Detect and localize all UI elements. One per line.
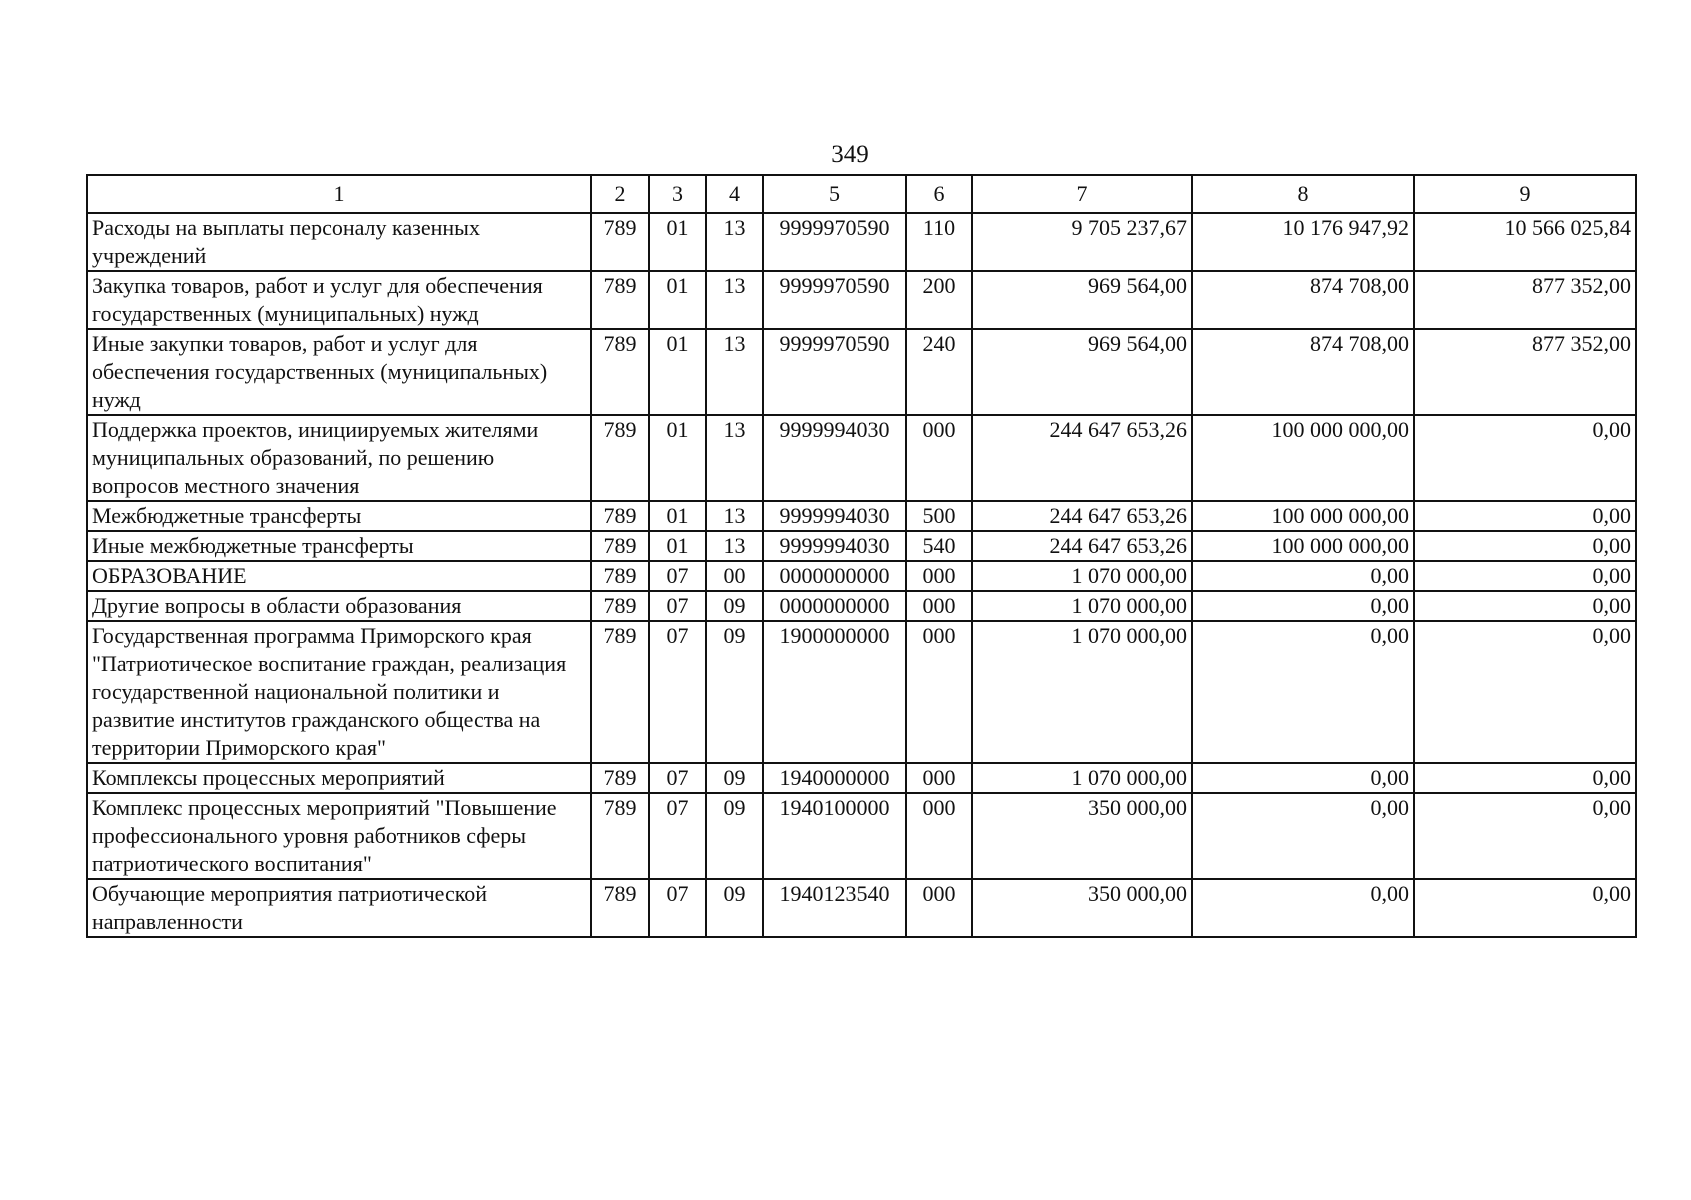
row-col-8: 874 708,00 bbox=[1192, 329, 1414, 415]
row-col-2: 789 bbox=[591, 793, 649, 879]
row-col-9: 0,00 bbox=[1414, 621, 1636, 763]
header-col-9: 9 bbox=[1414, 175, 1636, 213]
row-col-8: 0,00 bbox=[1192, 793, 1414, 879]
row-col-6: 110 bbox=[906, 213, 972, 271]
header-col-2: 2 bbox=[591, 175, 649, 213]
row-col-2: 789 bbox=[591, 415, 649, 501]
row-name: ОБРАЗОВАНИЕ bbox=[87, 561, 591, 591]
row-col-4: 00 bbox=[706, 561, 763, 591]
row-col-2: 789 bbox=[591, 621, 649, 763]
row-name: Межбюджетные трансферты bbox=[87, 501, 591, 531]
row-col-3: 07 bbox=[649, 621, 706, 763]
row-col-3: 01 bbox=[649, 501, 706, 531]
row-col-5: 1900000000 bbox=[763, 621, 906, 763]
header-col-3: 3 bbox=[649, 175, 706, 213]
row-col-6: 240 bbox=[906, 329, 972, 415]
row-col-3: 01 bbox=[649, 213, 706, 271]
header-row bbox=[87, 175, 1636, 213]
row-name: Комплексы процессных мероприятий bbox=[87, 763, 591, 793]
row-col-6: 000 bbox=[906, 763, 972, 793]
row-col-4: 09 bbox=[706, 793, 763, 879]
row-col-5: 1940000000 bbox=[763, 763, 906, 793]
table-row bbox=[87, 561, 1636, 591]
row-name: Другие вопросы в области образования bbox=[87, 591, 591, 621]
row-col-3: 07 bbox=[649, 561, 706, 591]
row-col-9: 10 566 025,84 bbox=[1414, 213, 1636, 271]
table-row bbox=[87, 531, 1636, 561]
table-row bbox=[87, 329, 1636, 415]
row-name: Комплекс процессных мероприятий "Повышение профессионального уровня работников сферы патриотического воспитания" bbox=[87, 793, 591, 879]
row-col-8: 0,00 bbox=[1192, 879, 1414, 937]
row-name: Иные межбюджетные трансферты bbox=[87, 531, 591, 561]
row-col-8: 10 176 947,92 bbox=[1192, 213, 1414, 271]
row-col-5: 9999994030 bbox=[763, 501, 906, 531]
row-col-7: 1 070 000,00 bbox=[972, 591, 1192, 621]
row-col-4: 13 bbox=[706, 271, 763, 329]
row-col-3: 07 bbox=[649, 591, 706, 621]
row-col-6: 540 bbox=[906, 531, 972, 561]
row-col-9: 0,00 bbox=[1414, 531, 1636, 561]
row-col-4: 13 bbox=[706, 501, 763, 531]
row-col-4: 09 bbox=[706, 621, 763, 763]
row-col-3: 07 bbox=[649, 879, 706, 937]
row-col-7: 244 647 653,26 bbox=[972, 501, 1192, 531]
row-col-8: 100 000 000,00 bbox=[1192, 501, 1414, 531]
row-col-9: 0,00 bbox=[1414, 415, 1636, 501]
table-row bbox=[87, 793, 1636, 879]
table-row bbox=[87, 763, 1636, 793]
row-col-7: 1 070 000,00 bbox=[972, 763, 1192, 793]
row-col-9: 0,00 bbox=[1414, 793, 1636, 879]
row-col-6: 000 bbox=[906, 561, 972, 591]
table-row bbox=[87, 213, 1636, 271]
row-col-2: 789 bbox=[591, 879, 649, 937]
row-name: Поддержка проектов, инициируемых жителями муниципальных образований, по решению вопросов местного значения bbox=[87, 415, 591, 501]
row-col-7: 1 070 000,00 bbox=[972, 561, 1192, 591]
row-col-6: 200 bbox=[906, 271, 972, 329]
budget-table bbox=[86, 174, 1637, 938]
row-col-8: 0,00 bbox=[1192, 591, 1414, 621]
row-col-2: 789 bbox=[591, 329, 649, 415]
row-col-2: 789 bbox=[591, 763, 649, 793]
row-col-5: 9999970590 bbox=[763, 271, 906, 329]
row-col-4: 13 bbox=[706, 415, 763, 501]
row-col-7: 969 564,00 bbox=[972, 271, 1192, 329]
row-col-9: 0,00 bbox=[1414, 879, 1636, 937]
row-col-2: 789 bbox=[591, 213, 649, 271]
row-col-7: 244 647 653,26 bbox=[972, 415, 1192, 501]
row-col-6: 000 bbox=[906, 415, 972, 501]
header-col-1: 1 bbox=[87, 175, 591, 213]
row-col-7: 969 564,00 bbox=[972, 329, 1192, 415]
row-col-8: 0,00 bbox=[1192, 621, 1414, 763]
row-col-8: 0,00 bbox=[1192, 763, 1414, 793]
row-col-5: 9999970590 bbox=[763, 213, 906, 271]
row-col-8: 100 000 000,00 bbox=[1192, 415, 1414, 501]
row-col-5: 0000000000 bbox=[763, 591, 906, 621]
row-col-8: 0,00 bbox=[1192, 561, 1414, 591]
row-col-5: 9999970590 bbox=[763, 329, 906, 415]
table-row bbox=[87, 591, 1636, 621]
row-col-4: 09 bbox=[706, 591, 763, 621]
row-col-8: 874 708,00 bbox=[1192, 271, 1414, 329]
row-col-9: 0,00 bbox=[1414, 763, 1636, 793]
row-col-7: 1 070 000,00 bbox=[972, 621, 1192, 763]
row-col-6: 500 bbox=[906, 501, 972, 531]
table-row bbox=[87, 879, 1636, 937]
row-col-9: 0,00 bbox=[1414, 561, 1636, 591]
row-name: Иные закупки товаров, работ и услуг для обеспечения государственных (муниципальных) нужд bbox=[87, 329, 591, 415]
row-col-3: 07 bbox=[649, 793, 706, 879]
row-name: Расходы на выплаты персоналу казенных учреждений bbox=[87, 213, 591, 271]
row-col-7: 350 000,00 bbox=[972, 793, 1192, 879]
row-col-9: 877 352,00 bbox=[1414, 271, 1636, 329]
row-col-9: 0,00 bbox=[1414, 591, 1636, 621]
header-col-7: 7 bbox=[972, 175, 1192, 213]
row-col-2: 789 bbox=[591, 561, 649, 591]
table-row bbox=[87, 271, 1636, 329]
row-col-8: 100 000 000,00 bbox=[1192, 531, 1414, 561]
row-col-3: 01 bbox=[649, 271, 706, 329]
row-col-3: 01 bbox=[649, 415, 706, 501]
row-col-2: 789 bbox=[591, 501, 649, 531]
row-name: Государственная программа Приморского края "Патриотическое воспитание граждан, реализация государственной национальной политики и развитие институтов гражданского общества на территории Приморского края" bbox=[87, 621, 591, 763]
row-name: Закупка товаров, работ и услуг для обеспечения государственных (муниципальных) нужд bbox=[87, 271, 591, 329]
row-col-2: 789 bbox=[591, 271, 649, 329]
row-col-6: 000 bbox=[906, 879, 972, 937]
row-col-7: 350 000,00 bbox=[972, 879, 1192, 937]
header-col-4: 4 bbox=[706, 175, 763, 213]
row-name: Обучающие мероприятия патриотической направленности bbox=[87, 879, 591, 937]
header-col-6: 6 bbox=[906, 175, 972, 213]
row-col-5: 9999994030 bbox=[763, 415, 906, 501]
header-col-5: 5 bbox=[763, 175, 906, 213]
table-row bbox=[87, 621, 1636, 763]
row-col-9: 0,00 bbox=[1414, 501, 1636, 531]
row-col-4: 13 bbox=[706, 213, 763, 271]
row-col-2: 789 bbox=[591, 531, 649, 561]
row-col-7: 9 705 237,67 bbox=[972, 213, 1192, 271]
row-col-4: 13 bbox=[706, 329, 763, 415]
row-col-5: 1940100000 bbox=[763, 793, 906, 879]
row-col-6: 000 bbox=[906, 591, 972, 621]
row-col-4: 13 bbox=[706, 531, 763, 561]
row-col-5: 0000000000 bbox=[763, 561, 906, 591]
row-col-7: 244 647 653,26 bbox=[972, 531, 1192, 561]
table-row bbox=[87, 501, 1636, 531]
row-col-3: 01 bbox=[649, 531, 706, 561]
row-col-4: 09 bbox=[706, 763, 763, 793]
row-col-2: 789 bbox=[591, 591, 649, 621]
row-col-6: 000 bbox=[906, 793, 972, 879]
row-col-9: 877 352,00 bbox=[1414, 329, 1636, 415]
row-col-5: 9999994030 bbox=[763, 531, 906, 561]
row-col-3: 07 bbox=[649, 763, 706, 793]
row-col-3: 01 bbox=[649, 329, 706, 415]
row-col-4: 09 bbox=[706, 879, 763, 937]
page-number: 349 bbox=[831, 141, 869, 168]
row-col-5: 1940123540 bbox=[763, 879, 906, 937]
header-col-8: 8 bbox=[1192, 175, 1414, 213]
table-row bbox=[87, 415, 1636, 501]
row-col-6: 000 bbox=[906, 621, 972, 763]
